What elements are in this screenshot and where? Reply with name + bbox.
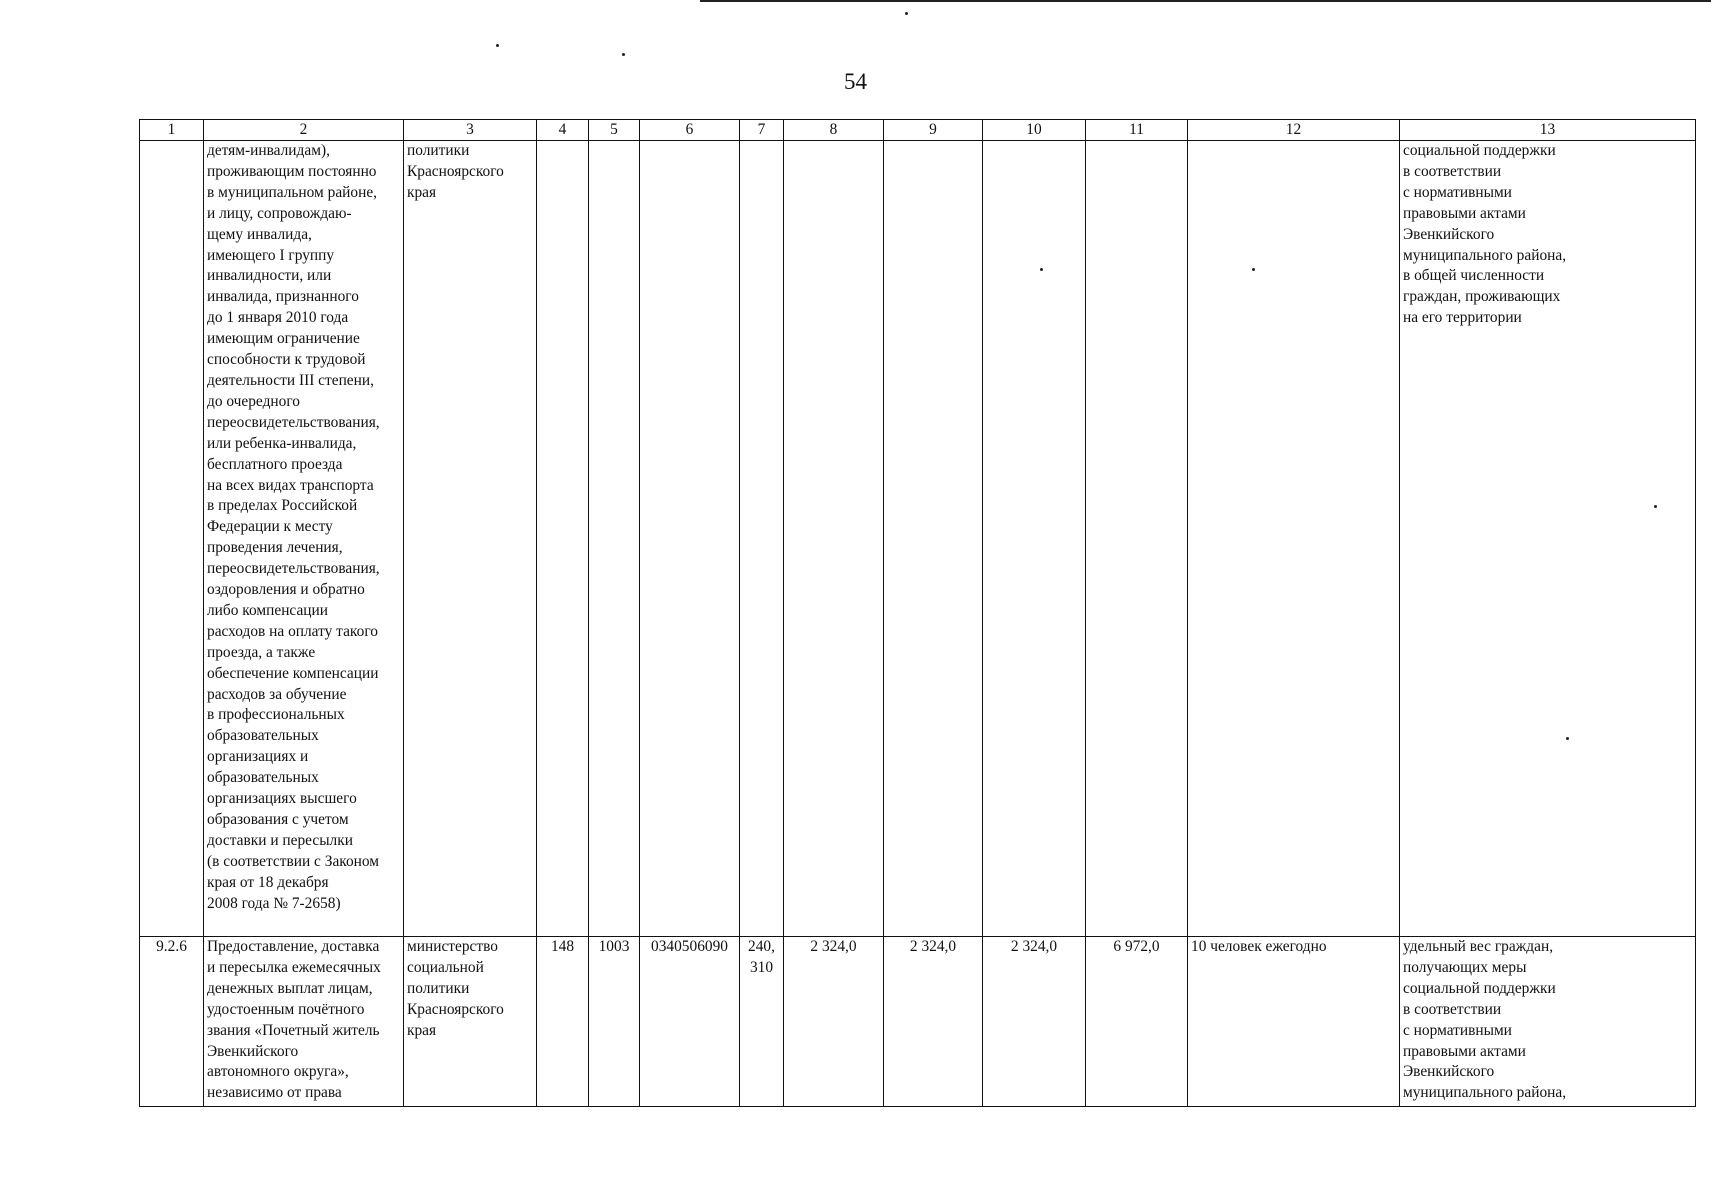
- scan-speck: [622, 53, 625, 56]
- cell-expected-result: 10 человек ежегодно: [1188, 937, 1400, 1107]
- column-number: 7: [740, 120, 784, 141]
- column-number: 1: [140, 120, 204, 141]
- column-number-row: [140, 120, 1696, 141]
- table-row: [140, 937, 1696, 1107]
- cell-item-number: 9.2.6: [140, 937, 204, 1107]
- cell-total: 6 972,0: [1086, 937, 1188, 1107]
- scan-edge-line: [700, 0, 1711, 2]
- column-number: 10: [983, 120, 1086, 141]
- scan-speck: [496, 44, 499, 47]
- column-number: 6: [640, 120, 740, 141]
- cell-executor: политики Красноярского края: [404, 141, 537, 937]
- cell-year-3: [983, 141, 1086, 937]
- column-number: 8: [784, 120, 884, 141]
- column-number: 4: [537, 120, 589, 141]
- column-number: 2: [204, 120, 404, 141]
- cell-total: [1086, 141, 1188, 937]
- column-number: 3: [404, 120, 537, 141]
- cell-vr: 240, 310: [740, 937, 784, 1107]
- cell-rzpr: [589, 141, 640, 937]
- cell-expected-result: [1188, 141, 1400, 937]
- cell-measure-name: Предоставление, доставка и пересылка ежемесячных денежных выплат лицам, удостоенным почётного звания «Почетный житель Эвенкийского автономного округа», независимо от права: [204, 937, 404, 1107]
- cell-year-1: 2 324,0: [784, 937, 884, 1107]
- cell-indicator: социальной поддержки в соответствии с нормативными правовыми актами Эвенкийского муниципального района, в общей численности граждан, проживающих на его территории: [1400, 141, 1696, 937]
- cell-vr: [740, 141, 784, 937]
- column-number: 5: [589, 120, 640, 141]
- cell-grbs: [537, 141, 589, 937]
- table-row: [140, 141, 1696, 937]
- cell-year-2: 2 324,0: [884, 937, 983, 1107]
- page-number: 54: [844, 69, 867, 94]
- cell-csr: [640, 141, 740, 937]
- cell-csr: 0340506090: [640, 937, 740, 1107]
- column-number: 12: [1188, 120, 1400, 141]
- scan-speck: [905, 12, 908, 15]
- cell-year-1: [784, 141, 884, 937]
- column-number: 9: [884, 120, 983, 141]
- cell-year-3: 2 324,0: [983, 937, 1086, 1107]
- cell-measure-name: детям-инвалидам), проживающим постоянно в муниципальном районе, и лицу, сопровождаю- щему инвалида, имеющего I группу инвалидности, или инвалида, признанного до 1 января 2010 года имеющим ограничение способности к трудовой деятельности III степени, до очередного переосвидетельствования, или ребенка-инвалида, бесплатного проезда на всех видах транспорта в пределах Российской Федерации к месту проведения лечения, переосвидетельствования, оздоровления и обратно либо компенсации расходов на оплату такого проезда, а также обеспечение компенсации расходов за обучение в профессиональных образовательных организациях и образовательных организациях высшего образования с учетом доставки и пересылки (в соответствии с Законом края от 18 декабря 2008 года № 7-2658): [204, 141, 404, 937]
- cell-indicator: удельный вес граждан, получающих меры социальной поддержки в соответствии с нормативными правовыми актами Эвенкийского муниципального района,: [1400, 937, 1696, 1107]
- cell-rzpr: 1003: [589, 937, 640, 1107]
- cell-year-2: [884, 141, 983, 937]
- column-number: 11: [1086, 120, 1188, 141]
- cell-item-number: [140, 141, 204, 937]
- cell-grbs: 148: [537, 937, 589, 1107]
- program-table: [139, 119, 1696, 1107]
- column-number: 13: [1400, 120, 1696, 141]
- cell-executor: министерство социальной политики Красноярского края: [404, 937, 537, 1107]
